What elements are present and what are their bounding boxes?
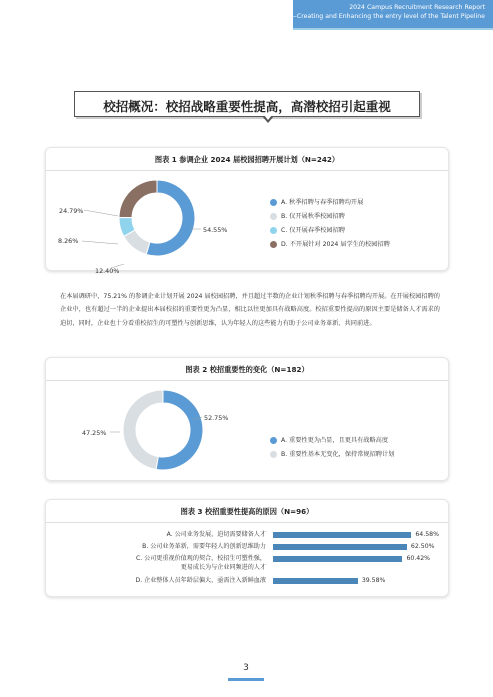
- figure1-panel: [45, 147, 449, 275]
- bar-label: C. 公司更重视价值观的契合，校招生可塑性强，: [135, 555, 266, 562]
- bar-value: 64.58%: [415, 531, 439, 538]
- figure1-donut: [46, 172, 228, 275]
- body-paragraph: 在本届调研中，75.21% 的参调企业计划开展 2024 届校园招聘，并且超过半数的企业计划秋季招聘与春季招聘均开展。在开展校园招聘的企业中，也有超过一半的企业提出本届校招的重要性更为凸显，相比以往更加具有战略高度。校招重要性提高的原因主要是储备人才需求的迫切，同时，企业也十分看重校招生的可塑性与创新思维，认为年轻人的这些能力有助于公司业务革新、共同前进。: [60, 293, 440, 327]
- bar-row-a: [46, 531, 450, 543]
- bar-value: 39.58%: [361, 577, 386, 584]
- bar: [273, 532, 411, 538]
- bar-row-c-cont: [46, 564, 450, 576]
- figure1-label-d: 24.79%: [59, 207, 84, 215]
- header-text: [285, 3, 485, 21]
- bar: [273, 544, 407, 550]
- bar-label-continued: 更易成长为与企业同频进的人才: [180, 564, 266, 571]
- figure2-panel: [45, 357, 449, 481]
- figure3-panel: [45, 499, 449, 597]
- figure1-slice-1: [124, 230, 150, 254]
- bar-row-b: [46, 543, 450, 555]
- page-number-bar: [228, 678, 264, 681]
- figure2-divider: [46, 380, 448, 381]
- figure2-title: 图表 2 校招重要性的变化（N=182）: [185, 365, 309, 374]
- figure2-legend: [270, 436, 394, 464]
- legend-item: A. 重要性更为凸显，且更具有战略高度: [270, 436, 394, 450]
- figure2-slice-0: [156, 390, 203, 470]
- bar: [273, 578, 358, 584]
- figure2-slice-1: [123, 390, 163, 469]
- figure1-divider: [46, 170, 448, 171]
- bar-label: B. 公司业务革新，需要年轻人的创新思维助力: [142, 543, 266, 550]
- header-accent-line: [293, 28, 493, 30]
- bar-value: 62.50%: [410, 543, 435, 550]
- legend-item: C. 仅开展春季校园招聘: [270, 226, 390, 240]
- header-band: [0, 0, 493, 34]
- bar-label: A. 公司业务发展，迫切需要储备人才: [166, 531, 266, 538]
- figure2-label-a: 52.75%: [204, 414, 229, 422]
- figure1-label-b: 12.40%: [95, 267, 120, 275]
- section-title: 校招概况：校招战略重要性提高，高潜校招引起重视: [103, 99, 391, 114]
- figure1-label-a: 54.55%: [203, 226, 228, 234]
- figure1-legend: [270, 198, 390, 254]
- header-line1: 2024 Campus Recruitment Research Report: [349, 4, 485, 11]
- bar-row-d: [46, 577, 450, 589]
- legend-item: D. 不开展针对 2024 届学生的校园招聘: [270, 240, 390, 254]
- bar-value: 60.42%: [406, 555, 431, 562]
- figure3-divider: [46, 522, 448, 523]
- legend-item: B. 重要性基本无变化，保持常规招聘计划: [270, 450, 394, 464]
- section-title-box: [74, 91, 420, 117]
- figure1-slice-3: [119, 180, 157, 218]
- bar: [273, 556, 402, 562]
- legend-item: A. 秋季招聘与春季招聘均开展: [270, 198, 390, 212]
- header-line2: ——Creating and Enhancing the entry level of the Talent Pipeline: [284, 13, 485, 20]
- page-number: 3: [243, 663, 249, 673]
- figure3-title: 图表 3 校招重要性提高的原因（N=96）: [180, 507, 314, 516]
- figure1-label-c: 8.26%: [58, 237, 79, 245]
- bar-label: D. 企业整体人员年龄层偏大，亟需注入新鲜血液: [135, 577, 266, 584]
- figure2-donut: [46, 382, 229, 482]
- figure2-label-b: 47.25%: [82, 429, 107, 437]
- legend-item: B. 仅开展秋季校园招聘: [270, 212, 390, 226]
- figure1-title: 图表 1 参调企业 2024 届校园招聘开展计划（N=242）: [154, 155, 340, 164]
